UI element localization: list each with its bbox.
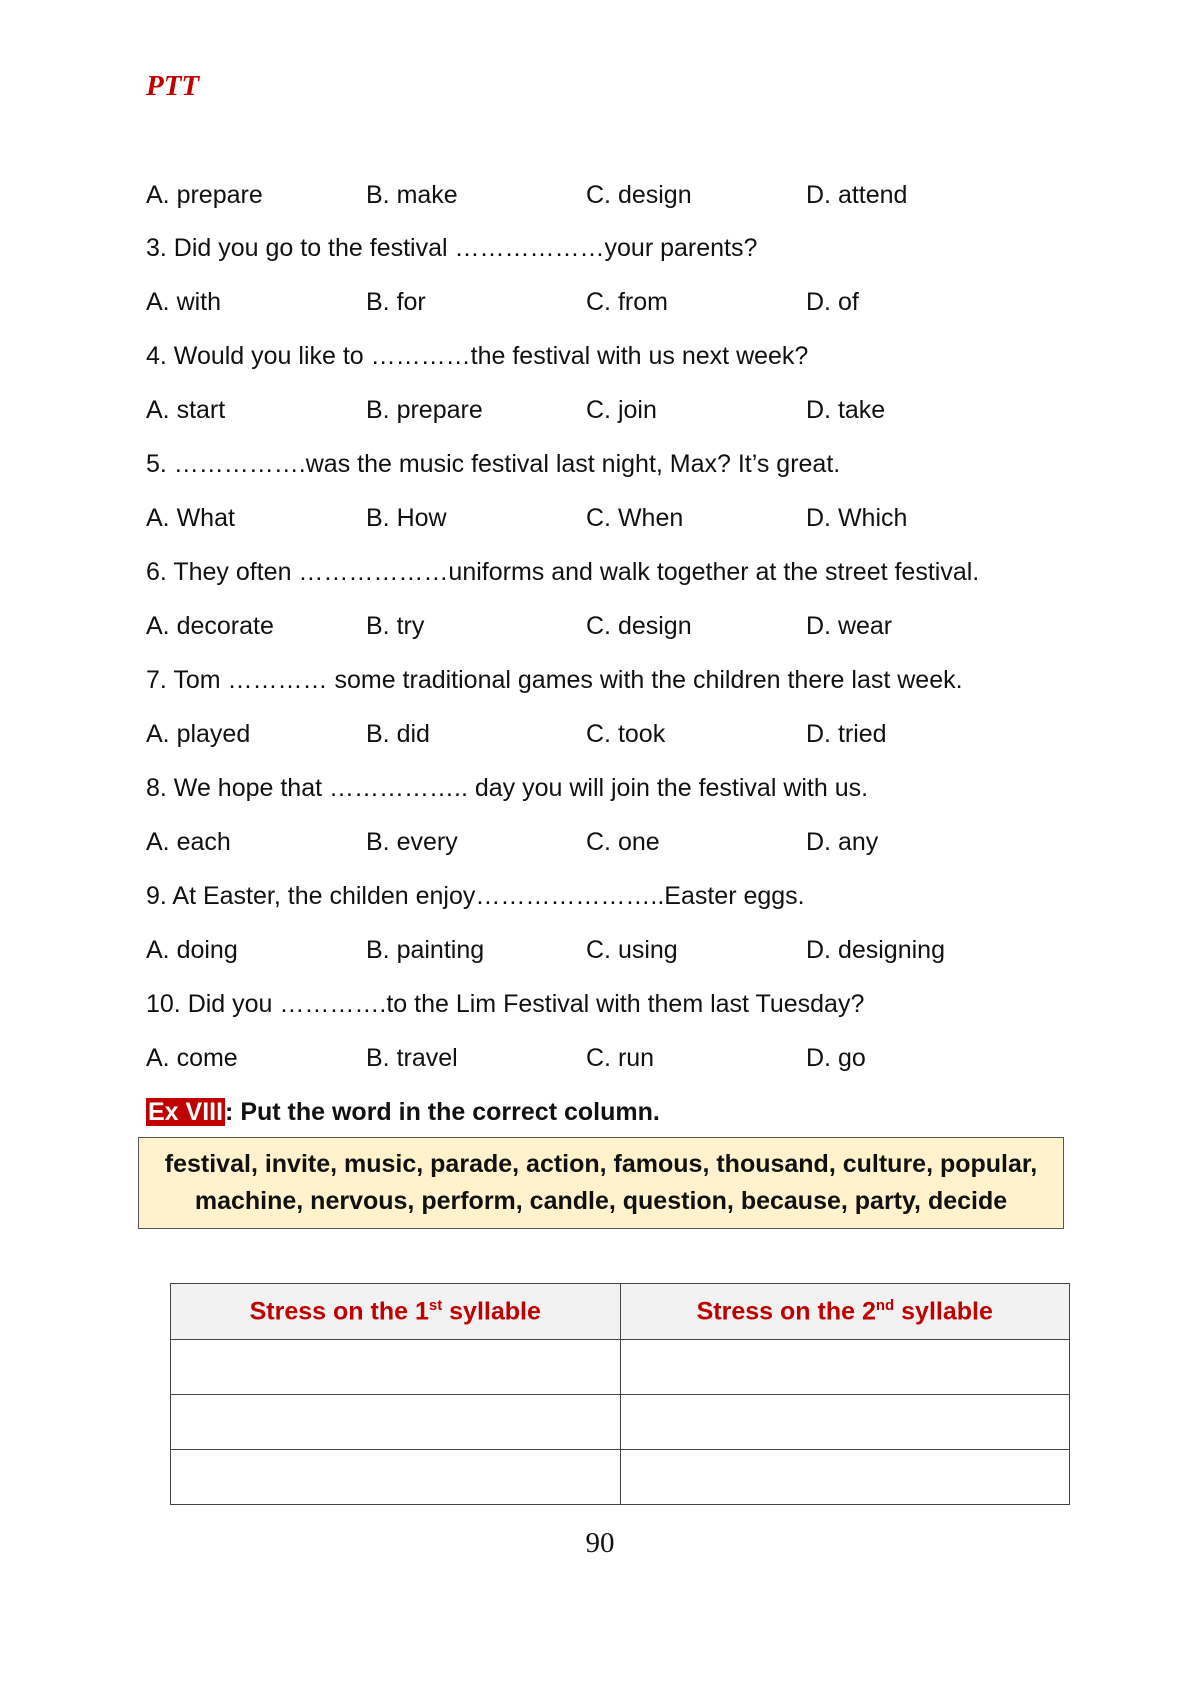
option-b: B. try bbox=[366, 612, 425, 640]
stress-table bbox=[170, 1283, 1070, 1505]
answer-cell[interactable] bbox=[620, 1395, 1070, 1450]
exercise-instruction: : Put the word in the correct column. bbox=[225, 1098, 660, 1126]
question-8-stem: 8. We hope that …………….. day you will join the festival with us. bbox=[146, 774, 869, 802]
word-bank-line-1: festival, invite, music, parade, action, famous, thousand, culture, popular, bbox=[164, 1150, 1038, 1178]
option-d: D. designing bbox=[806, 936, 945, 964]
option-b: B. painting bbox=[366, 936, 485, 964]
option-d: D. of bbox=[806, 288, 859, 316]
option-c: C. run bbox=[586, 1044, 655, 1072]
option-c: C. one bbox=[586, 828, 660, 856]
option-a: A. with bbox=[146, 288, 222, 316]
header-second-syllable: Stress on the 2nd syllable bbox=[620, 1284, 1070, 1340]
page-number: 90 bbox=[585, 1527, 615, 1559]
option-a: A. start bbox=[146, 396, 226, 424]
option-b: B. for bbox=[366, 288, 426, 316]
options-row-q4 bbox=[146, 395, 1046, 425]
options-row-q8 bbox=[146, 827, 1046, 857]
answer-cell[interactable] bbox=[620, 1340, 1070, 1395]
option-b: B. How bbox=[366, 504, 447, 532]
option-b: B. travel bbox=[366, 1044, 458, 1072]
options-row-q5 bbox=[146, 503, 1046, 533]
header-first-syllable: Stress on the 1st syllable bbox=[171, 1284, 621, 1340]
option-a: A. each bbox=[146, 828, 231, 856]
option-d: D. take bbox=[806, 396, 886, 424]
option-d: D. go bbox=[806, 1044, 866, 1072]
options-row-q2 bbox=[146, 180, 1046, 210]
answer-cell[interactable] bbox=[171, 1450, 621, 1505]
table-header-row bbox=[171, 1284, 1070, 1340]
answer-cell[interactable] bbox=[171, 1340, 621, 1395]
option-b: B. did bbox=[366, 720, 430, 748]
question-5-stem: 5. …………….was the music festival last night, Max? It’s great. bbox=[146, 450, 841, 478]
question-9-stem: 9. At Easter, the childen enjoy…………………..Easter eggs. bbox=[146, 882, 805, 910]
options-row-q9 bbox=[146, 935, 1046, 965]
exercise-heading bbox=[146, 1097, 660, 1127]
table-row bbox=[171, 1450, 1070, 1505]
options-row-q10 bbox=[146, 1043, 1046, 1073]
options-row-q3 bbox=[146, 287, 1046, 317]
option-c: C. took bbox=[586, 720, 666, 748]
question-3-stem: 3. Did you go to the festival ………………your parents? bbox=[146, 234, 758, 262]
option-a: A. prepare bbox=[146, 181, 263, 209]
answer-cell[interactable] bbox=[620, 1450, 1070, 1505]
option-d: D. any bbox=[806, 828, 879, 856]
option-c: C. design bbox=[586, 612, 692, 640]
question-7-stem: 7. Tom ………… some traditional games with the children there last week. bbox=[146, 666, 963, 694]
question-4-stem: 4. Would you like to …………the festival with us next week? bbox=[146, 342, 809, 370]
option-d: D. tried bbox=[806, 720, 887, 748]
table-row bbox=[171, 1340, 1070, 1395]
option-a: A. What bbox=[146, 504, 235, 532]
question-6-stem: 6. They often ………………uniforms and walk together at the street festival. bbox=[146, 558, 980, 586]
option-c: C. design bbox=[586, 181, 692, 209]
option-b: B. make bbox=[366, 181, 458, 209]
option-d: D. attend bbox=[806, 181, 908, 209]
option-c: C. using bbox=[586, 936, 678, 964]
option-c: C. When bbox=[586, 504, 684, 532]
header-title: PTT bbox=[146, 70, 200, 102]
option-a: A. doing bbox=[146, 936, 238, 964]
word-bank bbox=[138, 1137, 1064, 1229]
option-c: C. join bbox=[586, 396, 657, 424]
option-d: D. Which bbox=[806, 504, 908, 532]
answer-cell[interactable] bbox=[171, 1395, 621, 1450]
option-d: D. wear bbox=[806, 612, 893, 640]
exercise-tag: Ex VIII bbox=[148, 1098, 224, 1126]
options-row-q6 bbox=[146, 611, 1046, 641]
option-c: C. from bbox=[586, 288, 668, 316]
option-b: B. prepare bbox=[366, 396, 483, 424]
word-bank-line-2: machine, nervous, perform, candle, question, because, party, decide bbox=[194, 1187, 1008, 1215]
option-a: A. played bbox=[146, 720, 251, 748]
option-b: B. every bbox=[366, 828, 458, 856]
question-10-stem: 10. Did you ………….to the Lim Festival with them last Tuesday? bbox=[146, 990, 865, 1018]
option-a: A. come bbox=[146, 1044, 238, 1072]
table-row bbox=[171, 1395, 1070, 1450]
option-a: A. decorate bbox=[146, 612, 274, 640]
options-row-q7 bbox=[146, 719, 1046, 749]
